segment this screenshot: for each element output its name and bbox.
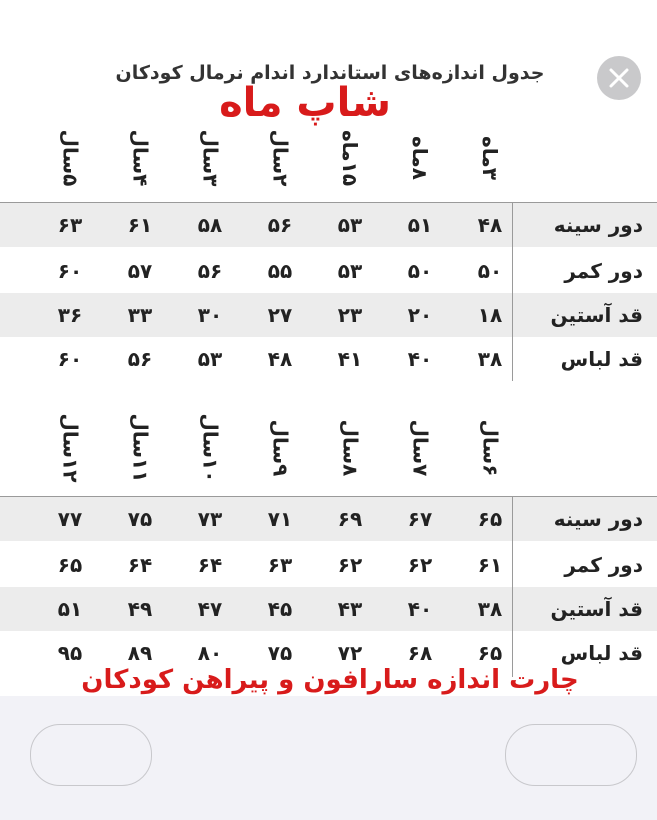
caption-line-1: چارت اندازه سارافون و پیراهن کودکان [81,665,579,695]
column-header-label: ۳ماه [478,136,503,180]
table-row [0,587,657,631]
table-cell: ۴۸ [267,347,293,371]
table-cell: ۳۳ [127,303,153,327]
column-header [390,128,450,188]
column-header-label: ۸سال [338,419,362,477]
table-cell: ۵۱ [57,597,83,621]
table-cell: ۵۶ [197,259,223,283]
column-header-label: ۳سال [198,129,222,187]
column-header-label: ۶سال [478,419,502,477]
table-cell: ۶۰ [57,259,83,283]
table-cell: ۶۲ [337,553,363,577]
close-button[interactable] [597,56,641,100]
column-header [180,413,240,483]
shop-watermark: شاپ ماه [219,80,391,126]
table-cell: ۲۷ [267,303,293,327]
table-cell: ۷۵ [127,507,153,531]
column-header-label: ۲سال [268,129,292,187]
table-cell: ۳۶ [57,303,83,327]
table-cell: ۴۰ [407,597,433,621]
table-cell: ۶۳ [57,213,83,237]
column-header-label: ۸ماه [408,136,433,180]
column-header-label: ۱۰سال [197,413,222,483]
table-cell: ۶۵ [57,553,83,577]
column-header [320,128,380,188]
table-cell: ۸۹ [127,641,153,665]
row-label: قد آستین [550,303,643,327]
table-cell: ۶۰ [57,347,83,371]
table-cell: ۵۱ [407,213,433,237]
column-header [40,128,100,188]
table-cell: ۲۳ [337,303,363,327]
column-header [40,413,100,483]
table-cell: ۴۷ [197,597,223,621]
column-header [460,128,520,188]
table-cell: ۵۷ [127,259,153,283]
left-pill-button[interactable] [30,724,152,786]
column-header [180,128,240,188]
column-header [320,418,380,478]
table-cell: ۷۱ [267,507,293,531]
table-cell: ۵۵ [267,259,293,283]
chart-title: جدول اندازه‌های استاندارد اندام نرمال کودکان [115,62,545,84]
close-icon [608,67,630,89]
table-cell: ۴۵ [267,597,293,621]
table-divider [512,203,513,381]
row-label: قد لباس [560,641,643,665]
column-header [110,128,170,188]
table-cell: ۶۴ [197,553,223,577]
table-cell: ۶۵ [477,641,503,665]
table-cell: ۲۰ [407,303,433,327]
table-cell: ۶۸ [407,641,433,665]
table-cell: ۳۸ [477,597,503,621]
table-cell: ۷۲ [337,641,363,665]
table-cell: ۵۰ [407,259,433,283]
table-cell: ۵۳ [337,213,363,237]
table-row [0,203,657,247]
top-bar [0,0,657,50]
column-header-label: ۱۵ماه [338,129,362,187]
table-divider [512,497,513,677]
column-header-label: ۴سال [128,129,152,187]
table-cell: ۴۰ [407,347,433,371]
table-cell: ۷۵ [267,641,293,665]
row-label: قد لباس [560,347,643,371]
table-cell: ۶۲ [407,553,433,577]
table-row [0,337,657,381]
table-cell: ۳۸ [477,347,503,371]
row-label: دور کمر [564,259,643,283]
table-cell: ۶۳ [267,553,293,577]
column-header-label: ۱۲سال [57,413,82,483]
table-cell: ۶۱ [477,553,503,577]
row-label: دور کمر [564,553,643,577]
column-header [250,418,310,478]
table-cell: ۸۰ [197,641,223,665]
table-cell: ۷۳ [197,507,223,531]
column-header [250,128,310,188]
table-row [0,249,657,293]
table-cell: ۴۳ [337,597,363,621]
table-row [0,293,657,337]
table-cell: ۷۷ [57,507,83,531]
table-cell: ۴۹ [127,597,153,621]
column-header-label: ۵سال [58,129,82,187]
column-header [390,418,450,478]
column-header [460,418,520,478]
table-cell: ۹۵ [57,641,83,665]
table-cell: ۴۱ [337,347,363,371]
row-label: دور سینه [553,213,643,237]
table-cell: ۵۳ [197,347,223,371]
table-row [0,543,657,587]
table-cell: ۶۱ [127,213,153,237]
table-cell: ۵۶ [127,347,153,371]
table-cell: ۶۵ [477,507,503,531]
table-cell: ۶۹ [337,507,363,531]
column-header [110,413,170,483]
column-header-label: ۹سال [268,419,292,477]
table-cell: ۶۷ [407,507,433,531]
table-cell: ۵۰ [477,259,503,283]
table-cell: ۵۶ [267,213,293,237]
column-header-label: ۷سال [408,419,432,477]
table-cell: ۴۸ [477,213,503,237]
table-cell: ۶۴ [127,553,153,577]
row-label: دور سینه [553,507,643,531]
right-pill-button[interactable] [505,724,637,786]
row-label: قد آستین [550,597,643,621]
table-cell: ۵۳ [337,259,363,283]
table-cell: ۱۸ [477,303,503,327]
table-row [0,497,657,541]
table-cell: ۳۰ [197,303,223,327]
column-header-label: ۱۱سال [127,413,152,483]
table-cell: ۵۸ [197,213,223,237]
